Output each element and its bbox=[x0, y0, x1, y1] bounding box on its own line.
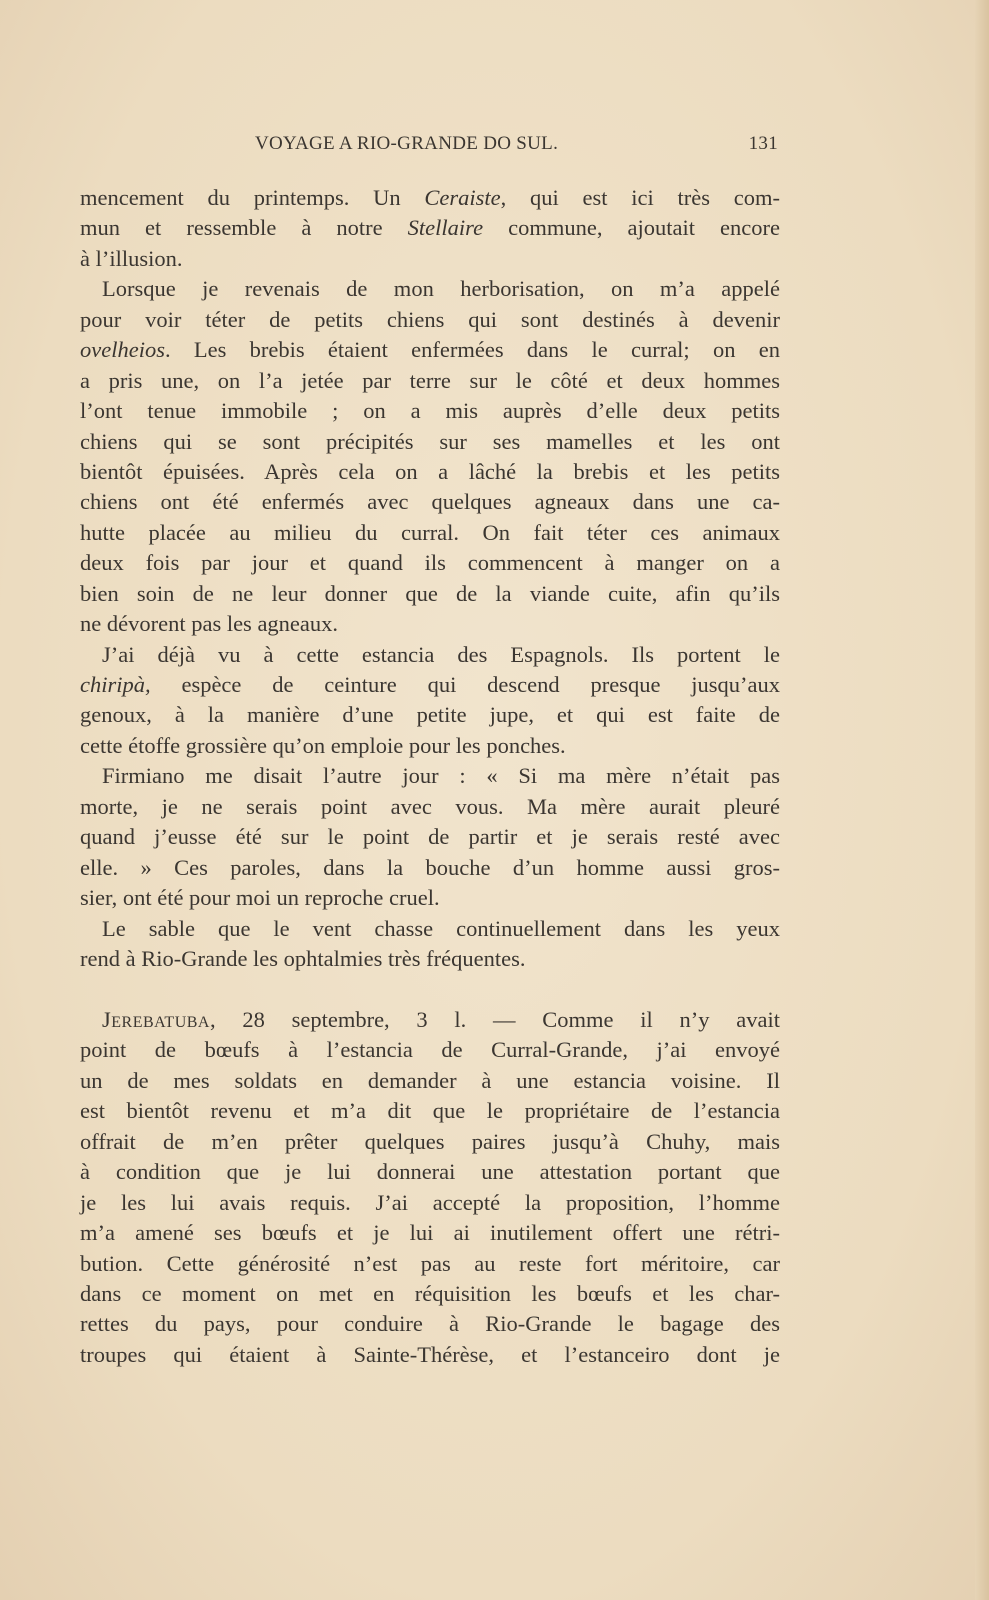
page-edge bbox=[975, 0, 989, 1600]
text-line bbox=[80, 853, 780, 883]
text-block-main bbox=[80, 183, 780, 974]
text-run: à condition que je lui donnerai une attestation portant que bbox=[80, 1159, 780, 1185]
text-run: à l’illusion. bbox=[80, 245, 183, 271]
text-run: m’a amené ses bœufs et je lui ai inutilement offert une rétri- bbox=[80, 1220, 780, 1246]
text-line bbox=[80, 1096, 780, 1126]
text-line bbox=[80, 731, 780, 761]
text-line bbox=[80, 1309, 780, 1339]
italic-term: Stellaire bbox=[407, 215, 484, 241]
text-line bbox=[80, 1188, 780, 1218]
italic-term: chiripà, bbox=[80, 672, 151, 697]
text-run: bution. Cette générosité n’est pas au reste fort méritoire, car bbox=[80, 1250, 780, 1276]
text-run: hutte placée au milieu du curral. On fait téter ces animaux bbox=[80, 519, 780, 545]
text-line bbox=[80, 1340, 780, 1370]
text-run: quand j’eusse été sur le point de partir et je serais resté avec bbox=[80, 824, 780, 850]
text-run: morte, je ne serais point avec vous. Ma mère aurait pleuré bbox=[80, 793, 780, 819]
text-line bbox=[80, 213, 780, 243]
text-run: est bientôt revenu et m’a dit que le propriétaire de l’estancia bbox=[80, 1098, 780, 1124]
text-run: chiens ont été enfermés avec quelques agneaux dans une ca- bbox=[80, 489, 780, 515]
text-line bbox=[80, 1279, 780, 1309]
text-line bbox=[80, 487, 780, 517]
italic-term: ovelheios bbox=[80, 337, 165, 363]
text-line bbox=[80, 457, 780, 487]
text-line bbox=[80, 579, 780, 609]
text-line bbox=[80, 1127, 780, 1157]
text-run: mencement du printemps. Un bbox=[80, 185, 425, 210]
text-run: l’ont tenue immobile ; on a mis auprès d’elle deux petits bbox=[80, 398, 780, 424]
text-run: , 28 septembre, 3 l. — Comme il n’y avait bbox=[209, 1007, 780, 1032]
text-line bbox=[80, 518, 780, 548]
page-header bbox=[80, 133, 780, 159]
running-title: VOYAGE A RIO-GRANDE DO SUL. bbox=[255, 133, 559, 154]
text-run: , qui est ici très com- bbox=[500, 185, 780, 210]
text-line bbox=[80, 700, 780, 730]
text-run: commune, ajoutait encore bbox=[483, 215, 780, 241]
text-run: ne dévorent pas les agneaux. bbox=[80, 611, 339, 637]
text-line bbox=[80, 670, 780, 700]
text-run: dans ce moment on met en réquisition les bœufs et les char- bbox=[80, 1280, 780, 1306]
text-line bbox=[80, 609, 780, 639]
text-line bbox=[80, 944, 780, 974]
italic-term: Ceraiste bbox=[424, 185, 501, 210]
text-run: Le sable que le vent chasse continuellement dans les yeux bbox=[102, 915, 780, 941]
text-run: mun et ressemble à notre bbox=[80, 215, 408, 241]
text-line bbox=[80, 548, 780, 578]
text-line bbox=[80, 1157, 780, 1187]
text-run: a pris une, on l’a jetée par terre sur le côté et deux hommes bbox=[80, 367, 780, 393]
text-run: rend à Rio-Grande les ophtalmies très fréquentes. bbox=[80, 945, 526, 971]
text-line bbox=[80, 305, 780, 335]
text-line bbox=[80, 427, 780, 457]
text-run: genoux, à la manière d’une petite jupe, et qui est faite de bbox=[80, 702, 780, 728]
text-line bbox=[80, 1218, 780, 1248]
text-block-jerebatuba-entry bbox=[80, 1005, 780, 1370]
text-line bbox=[80, 335, 780, 365]
text-run: rettes du pays, pour conduire à Rio-Grande le bagage des bbox=[80, 1311, 780, 1337]
place-name: Jerebatuba bbox=[102, 1007, 210, 1032]
text-line bbox=[80, 792, 780, 822]
text-run: J’ai déjà vu à cette estancia des Espagnols. Ils portent le bbox=[102, 641, 780, 667]
text-run: Lorsque je revenais de mon herborisation, on m’a appelé bbox=[102, 276, 780, 302]
text-run: cette étoffe grossière qu’on emploie pour les ponches. bbox=[80, 732, 566, 758]
text-line bbox=[80, 1035, 780, 1065]
text-line bbox=[80, 761, 780, 791]
text-line bbox=[80, 1066, 780, 1096]
text-run: je les lui avais requis. J’ai accepté la proposition, l’homme bbox=[80, 1189, 780, 1215]
text-line bbox=[80, 183, 780, 213]
text-line bbox=[80, 396, 780, 426]
text-line bbox=[80, 822, 780, 852]
text-run: Firmiano me disait l’autre jour : « Si ma mère n’était pas bbox=[102, 763, 780, 789]
text-line bbox=[80, 640, 780, 670]
text-run: troupes qui étaient à Sainte-Thérèse, et l’estanceiro dont je bbox=[80, 1341, 780, 1367]
text-line bbox=[80, 366, 780, 396]
text-line bbox=[80, 914, 780, 944]
text-line bbox=[80, 883, 780, 913]
text-run: elle. » Ces paroles, dans la bouche d’un homme aussi gros- bbox=[80, 854, 780, 880]
page-number: 131 bbox=[748, 133, 778, 154]
text-run: bien soin de ne leur donner que de la viande cuite, afin qu’ils bbox=[80, 580, 780, 606]
text-run: chiens qui se sont précipités sur ses mamelles et les ont bbox=[80, 428, 780, 454]
text-run: pour voir téter de petits chiens qui sont destinés à devenir bbox=[80, 306, 780, 332]
text-run: bientôt épuisées. Après cela on a lâché la brebis et les petits bbox=[80, 458, 780, 484]
text-line bbox=[80, 1249, 780, 1279]
text-run: deux fois par jour et quand ils commencent à manger on a bbox=[80, 550, 780, 576]
text-line bbox=[80, 244, 780, 274]
text-run: sier, ont été pour moi un reproche cruel. bbox=[80, 885, 440, 911]
text-run: un de mes soldats en demander à une estancia voisine. Il bbox=[80, 1067, 780, 1093]
text-run: point de bœufs à l’estancia de Curral-Grande, j’ai envoyé bbox=[80, 1037, 780, 1063]
text-line bbox=[80, 1005, 780, 1035]
text-line bbox=[80, 274, 780, 304]
text-run: . Les brebis étaient enfermées dans le curral; on en bbox=[164, 337, 780, 363]
text-run: offrait de m’en prêter quelques paires jusqu’à Chuhy, mais bbox=[80, 1128, 780, 1154]
text-run: espèce de ceinture qui descend presque jusqu’aux bbox=[150, 672, 780, 697]
